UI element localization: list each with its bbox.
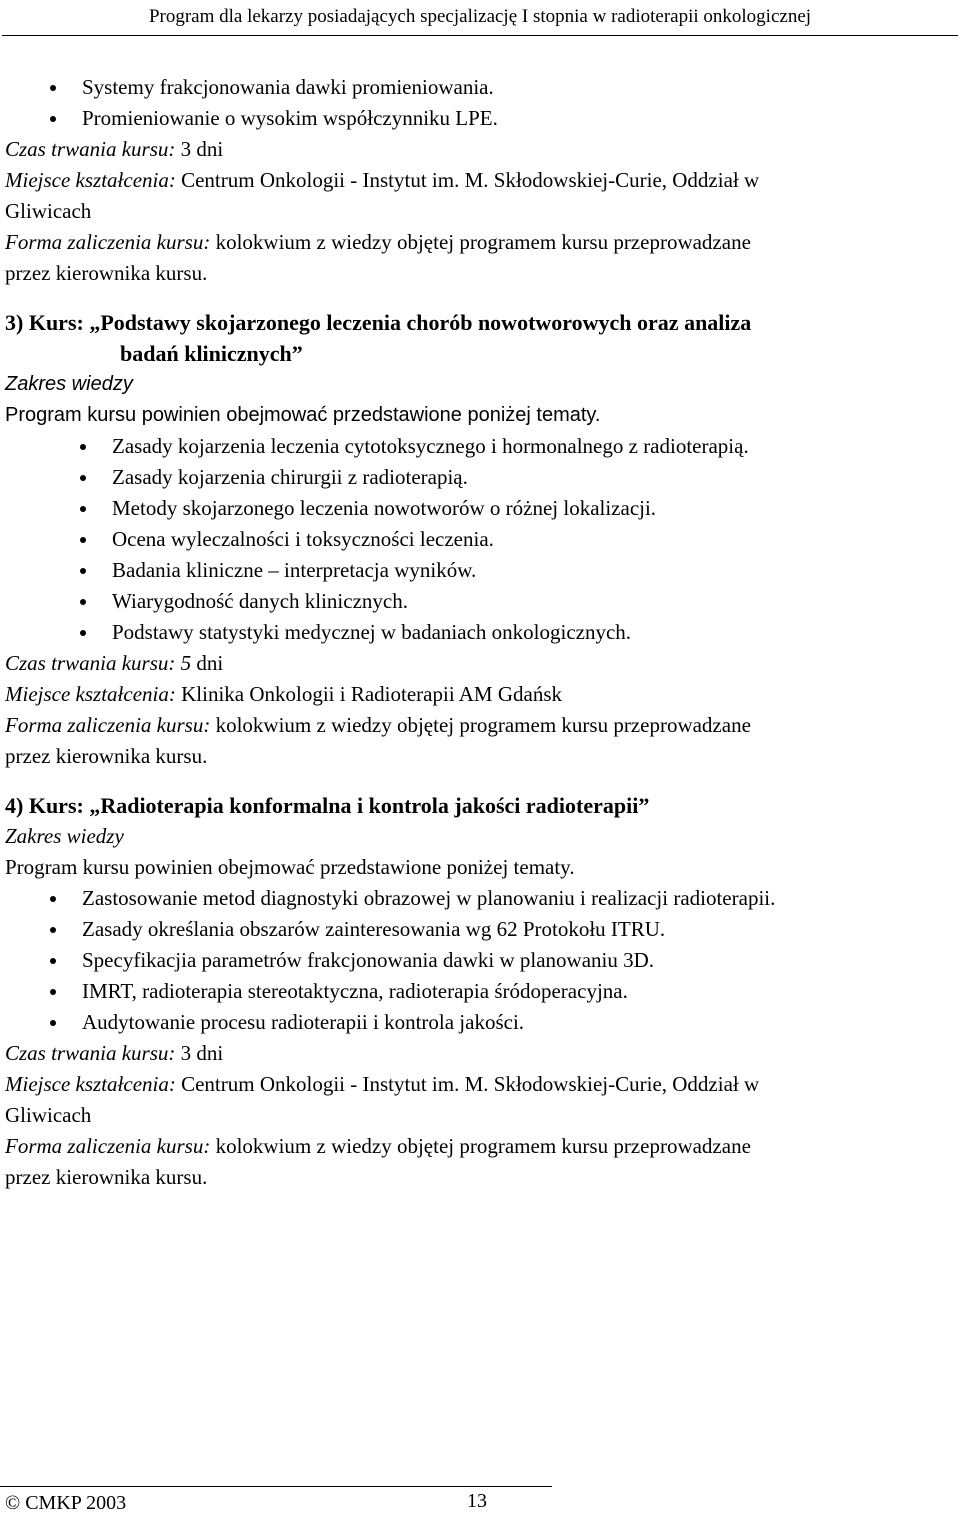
bullet-icon: [80, 506, 86, 512]
place-line: Miejsce kształcenia: Centrum Onkologii - Instytut im. M. Skłodowskiej-Curie, Oddział w: [5, 168, 760, 192]
scope-heading: Zakres wiedzy: [5, 824, 124, 848]
page-footer: [5, 1490, 955, 1514]
bullet-icon: [80, 475, 86, 481]
place-line: Miejsce kształcenia: Centrum Onkologii - Instytut im. M. Skłodowskiej-Curie, Oddział w: [5, 1072, 760, 1096]
list-item: Podstawy statystyki medycznej w badaniach onkologicznych.: [5, 617, 955, 648]
course4-title: 4) Kurs: „Radioterapia konformalna i kontrola jakości radioterapii”: [5, 793, 650, 818]
form-line: Forma zaliczenia kursu: kolokwium z wiedzy objętej programem kursu przeprowadzane: [5, 1134, 751, 1158]
bullet-icon: [80, 568, 86, 574]
scope-intro: Program kursu powinien obejmować przedstawione poniżej tematy.: [5, 404, 601, 426]
list-item: Zasady określania obszarów zainteresowania wg 62 Protokołu ITRU.: [5, 914, 955, 945]
copyright-text: © CMKP 2003: [5, 1492, 127, 1514]
bullet-icon: [50, 958, 56, 964]
bullet-icon: [80, 537, 86, 543]
list-item: Systemy frakcjonowania dawki promieniowania.: [5, 72, 955, 103]
place-line-cont: Gliwicach: [5, 199, 92, 223]
bullet-icon: [80, 599, 86, 605]
course2-details: [5, 134, 955, 289]
bullet-icon: [50, 927, 56, 933]
header-rule: [2, 35, 958, 36]
list-item: Zastosowanie metod diagnostyki obrazowej w planowaniu i realizacji radioterapii.: [5, 883, 955, 914]
form-line-cont: przez kierownika kursu.: [5, 1165, 208, 1189]
footer-rule: [0, 1486, 552, 1487]
list-item: Ocena wyleczalności i toksyczności leczenia.: [5, 524, 955, 555]
form-line: Forma zaliczenia kursu: kolokwium z wiedzy objętej programem kursu przeprowadzane: [5, 713, 751, 737]
course3-section: [5, 307, 955, 772]
bullet-icon: [80, 630, 86, 636]
list-item: Metody skojarzonego leczenia nowotworów o różnej lokalizacji.: [5, 493, 955, 524]
place-line: Miejsce kształcenia: Klinika Onkologii i Radioterapii AM Gdańsk: [5, 682, 562, 706]
list-item: Audytowanie procesu radioterapii i kontrola jakości.: [5, 1007, 955, 1038]
list-item: Wiarygodność danych klinicznych.: [5, 586, 955, 617]
duration-line: Czas trwania kursu: 3 dni: [5, 1041, 224, 1065]
form-line-cont: przez kierownika kursu.: [5, 261, 208, 285]
list-item: Zasady kojarzenia chirurgii z radioterapią.: [5, 462, 955, 493]
bullet-icon: [50, 896, 56, 902]
list-item: Promieniowanie o wysokim współczynniku LPE.: [5, 103, 955, 134]
duration-line: Czas trwania kursu: 3 dni: [5, 137, 224, 161]
list-item: Zasady kojarzenia leczenia cytotoksycznego i hormonalnego z radioterapią.: [5, 431, 955, 462]
list-item: Badania kliniczne – interpretacja wyników.: [5, 555, 955, 586]
list-item: Specyfikacjia parametrów frakcjonowania dawki w planowaniu 3D.: [5, 945, 955, 976]
running-header: Program dla lekarzy posiadających specjalizację I stopnia w radioterapii onkologicznej: [148, 6, 812, 27]
course4-topic-list: [5, 883, 955, 1038]
page-content: [5, 72, 955, 1193]
bullet-icon: [50, 116, 56, 122]
form-line: Forma zaliczenia kursu: kolokwium z wiedzy objętej programem kursu przeprowadzane: [5, 230, 751, 254]
scope-intro: Program kursu powinien obejmować przedstawione poniżej tematy.: [5, 855, 575, 879]
top-bullet-list: [5, 72, 955, 134]
bullet-icon: [50, 989, 56, 995]
course4-section: [5, 790, 955, 1193]
course3-topic-list: [5, 431, 955, 648]
place-line-cont: Gliwicach: [5, 1103, 92, 1127]
bullet-icon: [50, 1020, 56, 1026]
bullet-icon: [80, 444, 86, 450]
page-number: 13: [467, 1490, 487, 1512]
bullet-icon: [50, 85, 56, 91]
list-item: IMRT, radioterapia stereotaktyczna, radioterapia śródoperacyjna.: [5, 976, 955, 1007]
duration-line: Czas trwania kursu: 5 dni: [5, 651, 224, 675]
form-line-cont: przez kierownika kursu.: [5, 744, 208, 768]
course3-title: 3) Kurs: „Podstawy skojarzonego leczenia chorób nowotworowych oraz analiza badań klinicznych”: [5, 310, 752, 366]
scope-heading: Zakres wiedzy: [5, 373, 133, 395]
